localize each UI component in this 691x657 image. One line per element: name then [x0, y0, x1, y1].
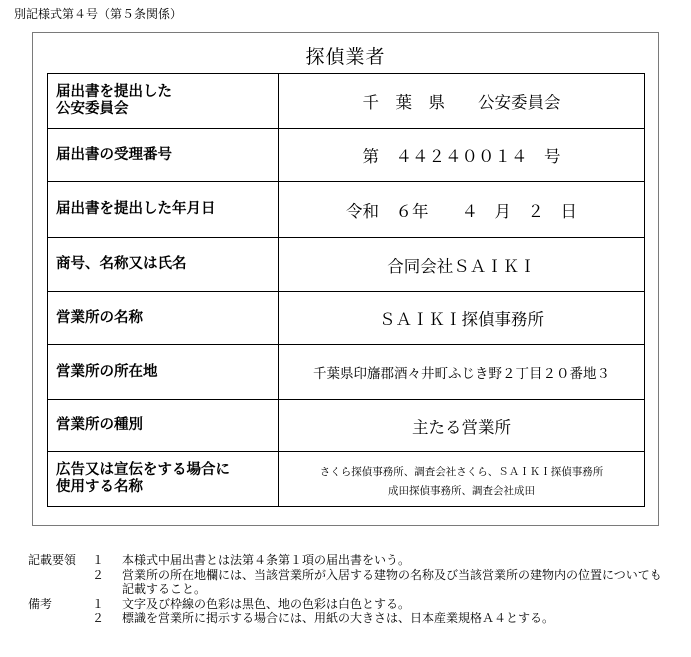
note-text: 文字及び枠線の色彩は黒色、地の色彩は白色とする。 — [122, 596, 411, 611]
note-number: ２ — [92, 611, 105, 625]
value-text: 合同会社ＳＡＩＫＩ — [387, 256, 536, 276]
form-caption: 別記様式第４号（第５条関係） — [14, 7, 183, 21]
label-office-name: 営業所の名称 — [48, 292, 279, 345]
note-text: 本様式中届出書とは法第４条第１項の届出書をいう。 — [122, 553, 411, 567]
table-row — [48, 400, 645, 452]
sign-title: 探偵業者 — [305, 46, 386, 68]
label-advertising-names — [48, 452, 279, 507]
label-submission-date: 届出書を提出した年月日 — [48, 182, 279, 238]
value-text: 千 葉 県 公安委員会 — [362, 93, 561, 112]
value-receipt-number — [279, 129, 645, 182]
notes-section — [28, 553, 668, 626]
value-text: 令和 ６年 ４ 月 ２ 日 — [346, 201, 577, 221]
list-item — [28, 597, 668, 612]
value-text: ＳＡＩＫＩ探偵事務所 — [379, 310, 544, 329]
notes-heading-kisai: 記載要領 — [28, 553, 77, 567]
value-text: 第 ４４２４００１４ 号 — [362, 147, 561, 166]
value-office-type — [279, 400, 645, 452]
label-line: 届出書を提出した — [56, 84, 172, 100]
table-row — [48, 129, 645, 182]
note-number: ２ — [92, 567, 105, 582]
note-text: 標識を営業所に掲示する場合には、用紙の大きさは、日本産業規格Ａ４とする。 — [122, 611, 555, 625]
value-text: 千葉県印旛郡酒々井町ふじき野２丁目２０番地３ — [313, 366, 610, 382]
label-line: 公安委員会 — [56, 101, 129, 117]
value-office-name — [279, 292, 645, 345]
table-row — [48, 292, 645, 345]
value-office-address — [279, 345, 645, 400]
table-row — [48, 345, 645, 400]
label-line: 使用する名称 — [56, 479, 143, 495]
value-submission-date — [279, 182, 645, 238]
note-text: 営業所の所在地欄には、当該営業所が入居する建物の名称及び当該営業所の建物内の位置についても記載すること。 — [122, 567, 662, 596]
value-text: さくら探偵事務所、調査会社さくら、ＳＡＩＫＩ探偵事務所 — [319, 466, 604, 478]
label-trade-name: 商号、名称又は氏名 — [48, 238, 279, 292]
table-row — [48, 452, 645, 507]
label-receipt-number: 届出書の受理番号 — [48, 129, 279, 182]
label-office-type: 営業所の種別 — [48, 400, 279, 452]
notes-heading-biko: 備考 — [28, 596, 53, 611]
note-number: １ — [92, 596, 105, 611]
value-advertising-names — [279, 452, 645, 507]
table-row — [48, 182, 645, 238]
label-office-address: 営業所の所在地 — [48, 345, 279, 400]
note-spacer — [28, 568, 92, 597]
list-item — [28, 568, 668, 597]
list-item — [28, 553, 668, 568]
label-line: 広告又は宣伝をする場合に — [56, 462, 230, 478]
table-row — [48, 238, 645, 292]
value-text: 成田探偵事務所、調査会社成田 — [388, 485, 535, 497]
value-public-safety-commission — [279, 74, 645, 129]
label-public-safety-commission — [48, 74, 279, 129]
sign-frame — [32, 32, 659, 526]
table-row — [48, 74, 645, 129]
list-item — [28, 611, 668, 626]
note-spacer — [28, 611, 92, 626]
note-number: １ — [92, 553, 105, 567]
value-trade-name — [279, 238, 645, 292]
value-text: 主たる営業所 — [412, 417, 511, 437]
sign-table — [47, 73, 645, 507]
